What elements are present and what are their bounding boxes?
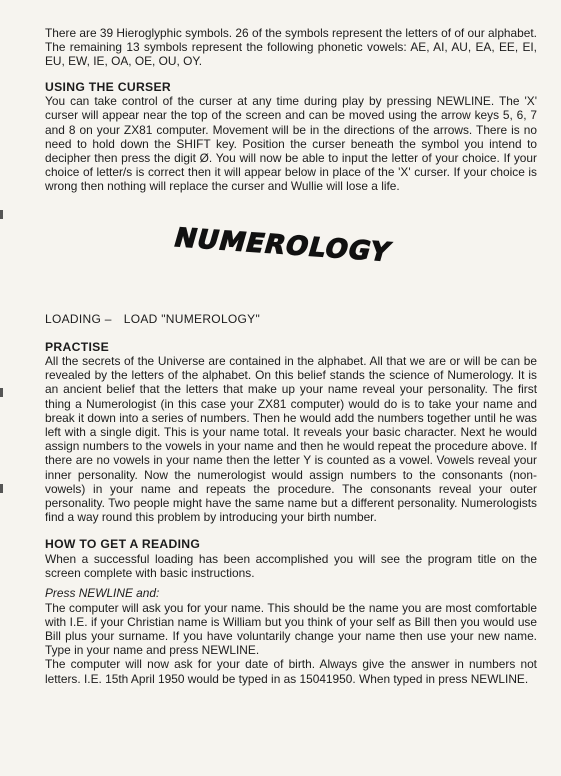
press-newline-line: Press NEWLINE and: (45, 586, 160, 601)
using-curser-paragraph: You can take control of the curser at any time during play by pressing NEWLINE. The 'X' curser will appear near the top of the screen and can be moved using the arrow keys 5, 6, 7 and 8 on your ZX81 computer. Movement will be in the directions of the arrows. There is no need to hold down the SHIFT key. Position the curser beneath the symbol you intend to decipher then press the digit Ø. You will now be able to input the letter of your choice. If your choice of letter/s is correct then it will appear below in place of the 'X' curser. If your choice is wrong then nothing will replace the curser and Wullie will lose a life. (45, 94, 537, 194)
margin-mark-lower (0, 484, 3, 493)
margin-mark-top (0, 210, 3, 219)
practise-paragraph: All the secrets of the Universe are contained in the alphabet. All that we are or will be can be revealed by the letters of the alphabet. On this belief stands the science of Numerology. It is an ancient belief that the letters that make up your name reveal your personality. The first thing a Numerologist (in this case your ZX81 computer) would do is to take your name and break it down into a series of numbers. Then he would add the numbers together until he was left with a single digit. This is your name total. It reveals your basic character. Next he would assign numbers to the vowels in your name and then he would repeat the procedure above. If there are no vowels in your name then the letter Y is counted as a vowel. Vowels reveal your inner personality. Now the numerologist would assign numbers to the consonants (non-vowels) in your name and repeats the procedure. The consonants reveal your outer personality. Two people might have the same name but a different personality. Numerologists find a way round this problem by introducing your birth number. (45, 354, 537, 525)
loading-command: LOAD "NUMEROLOGY" (123, 311, 261, 326)
numerology-logo (45, 208, 537, 288)
loading-label: LOADING – (45, 311, 112, 326)
how-to-paragraph-3: The computer will now ask for your date of birth. Always give the answer in numbers not letters. I.E. 15th April 1950 would be typed in as 15041950. When typed in press NEWLINE. (45, 657, 537, 686)
how-to-heading: HOW TO GET A READING (45, 537, 201, 552)
practise-heading: PRACTISE (45, 339, 110, 354)
margin-mark-middle (0, 388, 3, 397)
document-page (45, 26, 537, 686)
how-to-paragraph-1: When a successful loading has been accomplished you will see the program title on the screen complete with basic instructions. (45, 551, 537, 581)
numerology-logo-art (163, 220, 413, 270)
intro-paragraph: There are 39 Hieroglyphic symbols. 26 of the symbols represent the letters of of our alphabet. The remaining 13 symbols represent the following phonetic vowels: AE, AI, AU, EA, EE, EI, EU, EW, IE, OA, OE, OU, OY. (45, 26, 537, 69)
using-curser-heading: USING THE CURSER (45, 79, 172, 94)
numerology-logo-text: NUMEROLOGY (170, 223, 395, 268)
how-to-paragraph-2: The computer will ask you for your name. This should be the name you are most comfortable with I.E. if your Christian name is William but you think of your self as Bill then you would use Bill plus your surname. If you have voluntarily change your name then use your new name. Type in your name and press NEWLINE. (45, 600, 537, 658)
loading-instruction (45, 312, 537, 326)
